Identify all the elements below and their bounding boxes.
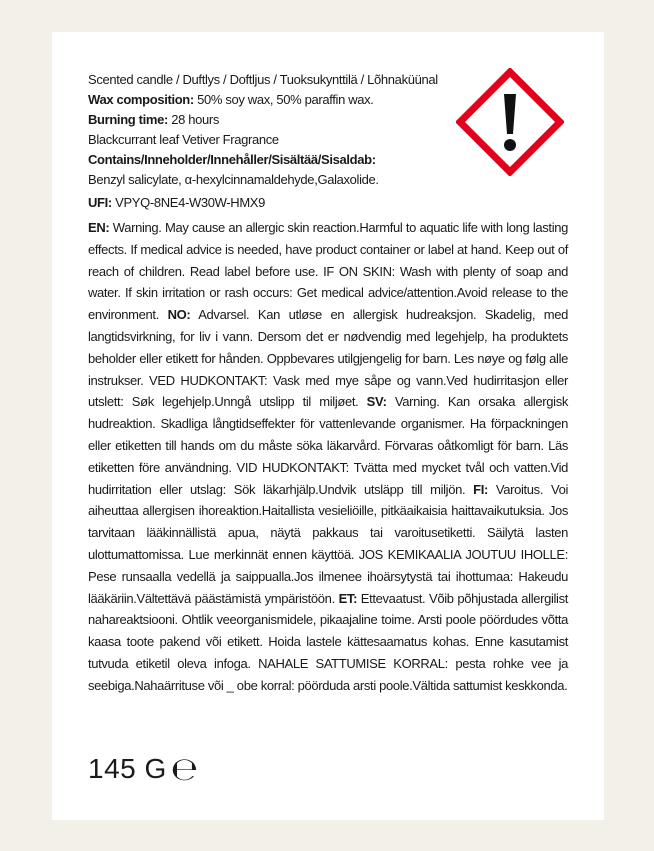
- ufi-value: VPYQ-8NE4-W30W-HMX9: [111, 195, 266, 210]
- wax-value: 50% soy wax, 50% paraffin wax.: [193, 92, 374, 107]
- en-text: Warning. May cause an allergic skin reaction.Harmful to aquatic life with long lasting effects. If medical advice is needed, have product container or label at hand. Keep out of reach of children. Read label before use. IF ON SKIN: Wash with plenty of soap and water. If skin irritation or rash occurs: Get medical advice/attention.Avoid release to the environment.: [88, 220, 568, 323]
- product-line: Scented candle / Duftlys / Doftljus / Tuoksukynttilä / Lõhnaküünal: [88, 72, 438, 87]
- no-label: NO:: [167, 307, 191, 323]
- et-text: Ettevaatust. Võib põhjustada allergilist nahareaktsiooni. Ohtlik veeorganismidele, pikaajaline toime. Arsti poole pöördudes võtta kaasa toote pakend või etikett. Hoida lastele kättesaamatus kohas. Enne kasutamist tutvuda etiketil oleva infoga. NAHALE SATTUMISE KORRAL: pesta rohke vee ja seebiga.Nahaärrituse või _ obe korral: pöörduda arsti poole.Vältida sattumist keskkonda.: [88, 590, 568, 693]
- sv-label: SV:: [366, 394, 387, 410]
- product-label: [52, 32, 604, 820]
- contains-label: Contains/Inneholder/Innehåller/Sisältää/Sisaldab:: [88, 152, 376, 167]
- wax-composition: [88, 90, 568, 110]
- ufi-label: UFI:: [88, 195, 112, 210]
- fragrance-name: Blackcurrant leaf Vetiver Fragrance: [88, 132, 279, 147]
- burn-label: Burning time:: [88, 112, 168, 127]
- contains-value: Benzyl salicylate, α-hexylcinnamaldehyde,Galaxolide.: [88, 172, 379, 187]
- ufi-code: [88, 193, 568, 213]
- estimated-sign-icon: ℮: [170, 750, 199, 788]
- burn-value: 28 hours: [167, 112, 220, 127]
- net-weight: [88, 750, 199, 788]
- sv-text: Varning. Kan orsaka allergisk hudreaktion. Skadliga långtidseffekter för vattenlevande organismer. Ha förpackningen eller etiketten till hands om du måste söka läkarvård. Förvaras oåtkomligt för barn. Läs etiketten före användning. VID HUDKONTAKT: Tvätta med mycket tvål och vatten.Vid hudirritation eller utslag: Sök läkarhjälp.Undvik utsläpp till miljön.: [88, 394, 568, 497]
- en-label: EN:: [88, 220, 110, 235]
- et-label: ET:: [338, 590, 358, 606]
- fi-label: FI:: [473, 481, 488, 497]
- weight-value: 145 G: [88, 753, 167, 784]
- no-text: Advarsel. Kan utløse en allergisk hudreaksjon. Skadelig, med langtidsvirkning, for liv i vann. Dersom det er nødvendig med legehjelp, ha produktets beholder eller etikett for hånden. Oppbevares utilgjengelig for barn. Les nøye og følg alle instrukser. VED HUDKONTAKT: Vask med mye såpe og vann.Ved hudirritasjon eller utslett: Søk legehjelp.Unngå utslipp til miljøet.: [88, 307, 568, 410]
- label-content: [88, 70, 568, 697]
- warning-text: [88, 217, 568, 697]
- wax-label: Wax composition:: [88, 92, 194, 107]
- burning-time: [88, 110, 568, 130]
- fi-text: Varoitus. Voi aiheuttaa allergisen ihoreaktion.Haitallista vesieliöille, pitkäaikaisia haittavaikutuksia. Jos tarvitaan lääkinnällistä apua, näytä pakkaus tai varoitusetiketti. Säilytä lasten ulottumattomissa. Lue merkinnät ennen käyttöä. JOS KEMIKAALIA JOUTUU IHOLLE: Pese runsaalla vedellä ja saippualla.Jos ilmenee ihoärsytystä tai ihottumaa: Hakeudu lääkäriin.Vältettävä päästämistä ympäristöön.: [88, 481, 569, 606]
